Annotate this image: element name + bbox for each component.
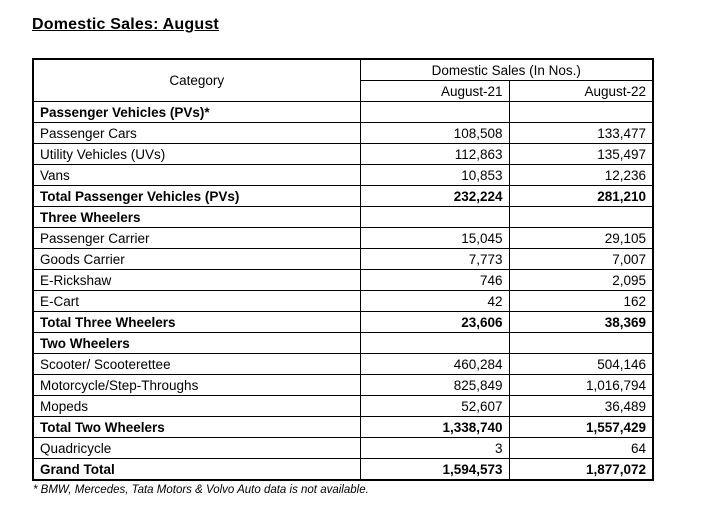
aug22-cell: 162 <box>509 291 653 312</box>
category-cell: Total Three Wheelers <box>33 312 360 333</box>
aug21-cell: 1,338,740 <box>360 417 509 438</box>
category-cell: E-Cart <box>33 291 360 312</box>
table-row <box>33 270 653 291</box>
table-row <box>33 228 653 249</box>
category-cell: Scooter/ Scooterettee <box>33 354 360 375</box>
aug22-cell: 29,105 <box>509 228 653 249</box>
aug21-cell: 23,606 <box>360 312 509 333</box>
table-row <box>33 417 653 438</box>
category-cell: Grand Total <box>33 459 360 481</box>
table-row <box>33 333 653 354</box>
aug21-cell: 52,607 <box>360 396 509 417</box>
august-22-column-header: August-22 <box>509 81 653 102</box>
aug21-cell <box>360 207 509 228</box>
category-cell: Quadricycle <box>33 438 360 459</box>
table-row <box>33 207 653 228</box>
aug21-cell: 460,284 <box>360 354 509 375</box>
table-row <box>33 354 653 375</box>
aug21-cell: 825,849 <box>360 375 509 396</box>
aug21-cell: 112,863 <box>360 144 509 165</box>
table-row <box>33 396 653 417</box>
aug22-cell: 2,095 <box>509 270 653 291</box>
table-row <box>33 123 653 144</box>
aug21-cell: 3 <box>360 438 509 459</box>
footnote-text: * BMW, Mercedes, Tata Motors & Volvo Auto data is not available. <box>33 484 369 496</box>
category-cell: Passenger Vehicles (PVs)* <box>33 102 360 123</box>
aug22-cell: 504,146 <box>509 354 653 375</box>
category-cell: Goods Carrier <box>33 249 360 270</box>
table-row <box>33 165 653 186</box>
august-21-column-header: August-21 <box>360 81 509 102</box>
aug21-cell <box>360 102 509 123</box>
table-row <box>33 438 653 459</box>
aug22-cell: 36,489 <box>509 396 653 417</box>
aug22-cell: 12,236 <box>509 165 653 186</box>
aug21-cell: 42 <box>360 291 509 312</box>
aug21-cell <box>360 333 509 354</box>
aug22-cell: 135,497 <box>509 144 653 165</box>
aug21-cell: 7,773 <box>360 249 509 270</box>
table-header-row-group <box>33 59 653 81</box>
category-column-header: Category <box>33 59 360 102</box>
category-cell: Vans <box>33 165 360 186</box>
category-cell: Passenger Carrier <box>33 228 360 249</box>
aug22-cell <box>509 333 653 354</box>
category-cell: Passenger Cars <box>33 123 360 144</box>
aug22-cell: 1,016,794 <box>509 375 653 396</box>
aug22-cell: 133,477 <box>509 123 653 144</box>
aug22-cell: 64 <box>509 438 653 459</box>
aug22-cell <box>509 102 653 123</box>
domestic-sales-table <box>32 58 654 481</box>
table-body <box>33 102 653 481</box>
page-title: Domestic Sales: August <box>32 16 219 33</box>
aug21-cell: 15,045 <box>360 228 509 249</box>
aug21-cell: 232,224 <box>360 186 509 207</box>
table-row <box>33 144 653 165</box>
aug21-cell: 746 <box>360 270 509 291</box>
category-cell: Total Two Wheelers <box>33 417 360 438</box>
category-cell: Three Wheelers <box>33 207 360 228</box>
category-cell: E-Rickshaw <box>33 270 360 291</box>
aug21-cell: 1,594,573 <box>360 459 509 481</box>
category-cell: Two Wheelers <box>33 333 360 354</box>
aug22-cell: 7,007 <box>509 249 653 270</box>
group-column-header: Domestic Sales (In Nos.) <box>360 59 653 81</box>
table-row <box>33 459 653 481</box>
category-cell: Total Passenger Vehicles (PVs) <box>33 186 360 207</box>
aug22-cell: 281,210 <box>509 186 653 207</box>
aug22-cell: 38,369 <box>509 312 653 333</box>
aug21-cell: 108,508 <box>360 123 509 144</box>
aug22-cell <box>509 207 653 228</box>
table-row <box>33 186 653 207</box>
table-row <box>33 291 653 312</box>
category-cell: Utility Vehicles (UVs) <box>33 144 360 165</box>
table-row <box>33 375 653 396</box>
category-cell: Motorcycle/Step-Throughs <box>33 375 360 396</box>
table-row <box>33 312 653 333</box>
aug21-cell: 10,853 <box>360 165 509 186</box>
aug22-cell: 1,557,429 <box>509 417 653 438</box>
aug22-cell: 1,877,072 <box>509 459 653 481</box>
table-row <box>33 249 653 270</box>
table-row <box>33 102 653 123</box>
category-cell: Mopeds <box>33 396 360 417</box>
